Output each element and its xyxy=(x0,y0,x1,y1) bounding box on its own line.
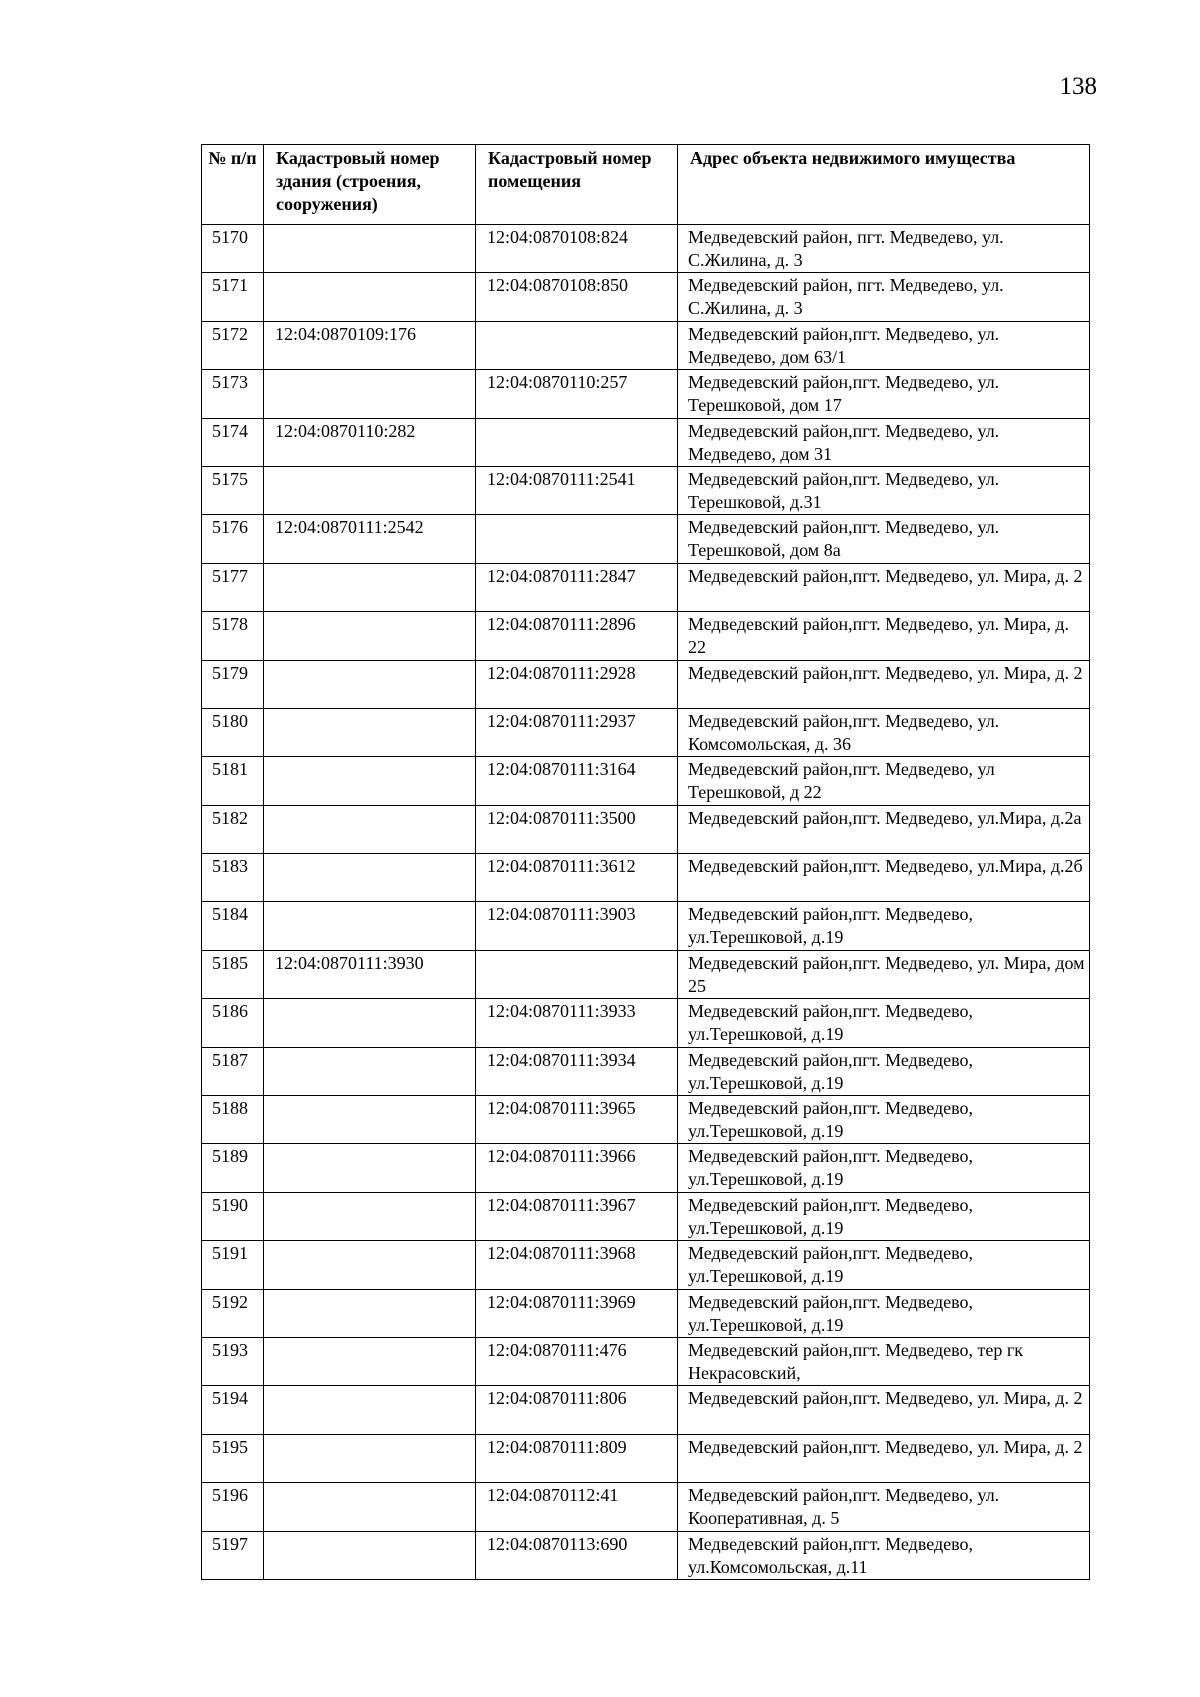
table-row xyxy=(202,273,1090,321)
cell-room-cadastral: 12:04:0870108:850 xyxy=(476,273,678,321)
cell-address: Медведевский район,пгт. Медведево, ул.Терешковой, д.19 xyxy=(678,1289,1090,1337)
cell-address: Медведевский район,пгт. Медведево, ул.Терешковой, д.19 xyxy=(678,1144,1090,1192)
cell-address: Медведевский район,пгт. Медведево, ул.Терешковой, д.19 xyxy=(678,999,1090,1047)
cell-building-cadastral xyxy=(264,370,476,418)
cell-address: Медведевский район,пгт. Медведево, ул.Мира, д.2а xyxy=(678,805,1090,853)
cell-building-cadastral xyxy=(264,466,476,514)
cell-room-cadastral: 12:04:0870111:3966 xyxy=(476,1144,678,1192)
table-row xyxy=(202,1531,1090,1579)
table-row xyxy=(202,757,1090,805)
table-header-row xyxy=(202,145,1090,225)
header-address: Адрес объекта недвижимого имущества xyxy=(678,145,1090,225)
cell-room-cadastral: 12:04:0870108:824 xyxy=(476,225,678,273)
cell-row-number: 5192 xyxy=(202,1289,264,1337)
cell-address: Медведевский район,пгт. Медведево, ул. Мира, д. 22 xyxy=(678,612,1090,660)
cell-address: Медведевский район,пгт. Медведево, ул.Терешковой, д.19 xyxy=(678,902,1090,950)
header-row-number: № п/п xyxy=(202,145,264,225)
cell-room-cadastral: 12:04:0870111:3934 xyxy=(476,1047,678,1095)
cell-room-cadastral: 12:04:0870111:3965 xyxy=(476,1096,678,1144)
cell-building-cadastral xyxy=(264,805,476,853)
cell-row-number: 5193 xyxy=(202,1337,264,1385)
table-row xyxy=(202,1192,1090,1240)
cell-room-cadastral: 12:04:0870111:2847 xyxy=(476,563,678,611)
cell-row-number: 5196 xyxy=(202,1483,264,1531)
cell-row-number: 5188 xyxy=(202,1096,264,1144)
cell-row-number: 5179 xyxy=(202,660,264,708)
table-row xyxy=(202,563,1090,611)
cell-room-cadastral: 12:04:0870111:3969 xyxy=(476,1289,678,1337)
cell-address: Медведевский район,пгт. Медведево, ул.Терешковой, д.19 xyxy=(678,1241,1090,1289)
page-number: 138 xyxy=(1059,73,1097,100)
cell-room-cadastral: 12:04:0870113:690 xyxy=(476,1531,678,1579)
cell-row-number: 5181 xyxy=(202,757,264,805)
cell-address: Медведевский район,пгт. Медведево, ул.Комсомольская, д.11 xyxy=(678,1531,1090,1579)
table-row xyxy=(202,1241,1090,1289)
header-room-cadastral: Кадастровый номер помещения xyxy=(476,145,678,225)
cell-row-number: 5178 xyxy=(202,612,264,660)
table-row xyxy=(202,854,1090,902)
cell-address: Медведевский район,пгт. Медведево, ул. Медведево, дом 63/1 xyxy=(678,321,1090,369)
cell-room-cadastral: 12:04:0870111:3967 xyxy=(476,1192,678,1240)
table-row xyxy=(202,225,1090,273)
cell-address: Медведевский район,пгт. Медведево, ул.Мира, д.2б xyxy=(678,854,1090,902)
table-row xyxy=(202,321,1090,369)
cell-address: Медведевский район,пгт. Медведево, ул. Мира, д. 2 xyxy=(678,1434,1090,1482)
table-row xyxy=(202,805,1090,853)
cell-row-number: 5186 xyxy=(202,999,264,1047)
cell-row-number: 5194 xyxy=(202,1386,264,1434)
table-row xyxy=(202,370,1090,418)
cell-building-cadastral xyxy=(264,1337,476,1385)
cell-room-cadastral: 12:04:0870111:2896 xyxy=(476,612,678,660)
cell-building-cadastral xyxy=(264,999,476,1047)
cell-room-cadastral xyxy=(476,950,678,998)
cell-room-cadastral: 12:04:0870111:3164 xyxy=(476,757,678,805)
cell-building-cadastral xyxy=(264,612,476,660)
cell-address: Медведевский район,пгт. Медведево, ул. Кооперативная, д. 5 xyxy=(678,1483,1090,1531)
cell-room-cadastral: 12:04:0870111:2928 xyxy=(476,660,678,708)
cell-room-cadastral: 12:04:0870111:3933 xyxy=(476,999,678,1047)
cell-building-cadastral: 12:04:0870111:3930 xyxy=(264,950,476,998)
table-row xyxy=(202,515,1090,563)
cell-address: Медведевский район,пгт. Медведево, ул. Терешковой, дом 8а xyxy=(678,515,1090,563)
table-row xyxy=(202,1386,1090,1434)
cell-building-cadastral xyxy=(264,660,476,708)
table-row xyxy=(202,950,1090,998)
cell-room-cadastral: 12:04:0870111:3968 xyxy=(476,1241,678,1289)
cell-room-cadastral xyxy=(476,321,678,369)
table-row xyxy=(202,1144,1090,1192)
cell-building-cadastral xyxy=(264,225,476,273)
cell-room-cadastral: 12:04:0870110:257 xyxy=(476,370,678,418)
cell-room-cadastral: 12:04:0870111:809 xyxy=(476,1434,678,1482)
table-row xyxy=(202,418,1090,466)
cell-room-cadastral: 12:04:0870111:3903 xyxy=(476,902,678,950)
table-row xyxy=(202,902,1090,950)
cell-room-cadastral xyxy=(476,418,678,466)
cell-address: Медведевский район,пгт. Медведево, ул. Медведево, дом 31 xyxy=(678,418,1090,466)
cell-building-cadastral xyxy=(264,757,476,805)
cell-building-cadastral xyxy=(264,563,476,611)
cell-building-cadastral xyxy=(264,1483,476,1531)
cell-address: Медведевский район,пгт. Медведево, ул.Терешковой, д.19 xyxy=(678,1047,1090,1095)
cell-address: Медведевский район,пгт. Медведево, тер гк Некрасовский, xyxy=(678,1337,1090,1385)
cell-address: Медведевский район, пгт. Медведево, ул. С.Жилина, д. 3 xyxy=(678,273,1090,321)
cell-address: Медведевский район,пгт. Медведево, ул.Терешковой, д.19 xyxy=(678,1192,1090,1240)
table-row xyxy=(202,660,1090,708)
table-row xyxy=(202,999,1090,1047)
cell-building-cadastral xyxy=(264,1434,476,1482)
cell-row-number: 5183 xyxy=(202,854,264,902)
cell-room-cadastral: 12:04:0870111:2541 xyxy=(476,466,678,514)
cell-building-cadastral xyxy=(264,854,476,902)
table-row xyxy=(202,1483,1090,1531)
cell-address: Медведевский район,пгт. Медведево, ул. Мира, д. 2 xyxy=(678,660,1090,708)
cell-building-cadastral: 12:04:0870110:282 xyxy=(264,418,476,466)
cell-building-cadastral xyxy=(264,902,476,950)
cell-row-number: 5184 xyxy=(202,902,264,950)
cell-address: Медведевский район,пгт. Медведево, ул. Мира, д. 2 xyxy=(678,1386,1090,1434)
cell-row-number: 5189 xyxy=(202,1144,264,1192)
cell-room-cadastral: 12:04:0870111:3500 xyxy=(476,805,678,853)
cell-room-cadastral xyxy=(476,515,678,563)
cell-row-number: 5195 xyxy=(202,1434,264,1482)
cell-building-cadastral xyxy=(264,1386,476,1434)
property-registry-table xyxy=(201,144,1090,1580)
cell-room-cadastral: 12:04:0870111:2937 xyxy=(476,708,678,756)
table-row xyxy=(202,466,1090,514)
cell-address: Медведевский район,пгт. Медведево, ул. Мира, дом 25 xyxy=(678,950,1090,998)
cell-row-number: 5174 xyxy=(202,418,264,466)
cell-row-number: 5190 xyxy=(202,1192,264,1240)
cell-row-number: 5191 xyxy=(202,1241,264,1289)
cell-row-number: 5171 xyxy=(202,273,264,321)
cell-building-cadastral xyxy=(264,1241,476,1289)
cell-building-cadastral xyxy=(264,1047,476,1095)
cell-building-cadastral xyxy=(264,1289,476,1337)
cell-building-cadastral xyxy=(264,708,476,756)
cell-row-number: 5176 xyxy=(202,515,264,563)
cell-address: Медведевский район, пгт. Медведево, ул. С.Жилина, д. 3 xyxy=(678,225,1090,273)
cell-building-cadastral xyxy=(264,1144,476,1192)
cell-row-number: 5197 xyxy=(202,1531,264,1579)
cell-building-cadastral xyxy=(264,1531,476,1579)
cell-building-cadastral: 12:04:0870109:176 xyxy=(264,321,476,369)
header-building-cadastral: Кадастровый номер здания (строения, сооружения) xyxy=(264,145,476,225)
cell-address: Медведевский район,пгт. Медведево, ул. Мира, д. 2 xyxy=(678,563,1090,611)
cell-address: Медведевский район,пгт. Медведево, ул Терешковой, д 22 xyxy=(678,757,1090,805)
cell-building-cadastral xyxy=(264,1192,476,1240)
table-row xyxy=(202,1289,1090,1337)
table-row xyxy=(202,1337,1090,1385)
cell-building-cadastral: 12:04:0870111:2542 xyxy=(264,515,476,563)
table-row xyxy=(202,708,1090,756)
cell-row-number: 5187 xyxy=(202,1047,264,1095)
cell-row-number: 5173 xyxy=(202,370,264,418)
cell-address: Медведевский район,пгт. Медведево, ул. Терешковой, д.31 xyxy=(678,466,1090,514)
table-row xyxy=(202,1047,1090,1095)
cell-room-cadastral: 12:04:0870112:41 xyxy=(476,1483,678,1531)
cell-room-cadastral: 12:04:0870111:3612 xyxy=(476,854,678,902)
cell-row-number: 5170 xyxy=(202,225,264,273)
cell-building-cadastral xyxy=(264,1096,476,1144)
cell-row-number: 5177 xyxy=(202,563,264,611)
cell-room-cadastral: 12:04:0870111:476 xyxy=(476,1337,678,1385)
cell-address: Медведевский район,пгт. Медведево, ул. Терешковой, дом 17 xyxy=(678,370,1090,418)
cell-address: Медведевский район,пгт. Медведево, ул.Терешковой, д.19 xyxy=(678,1096,1090,1144)
cell-row-number: 5180 xyxy=(202,708,264,756)
table-row xyxy=(202,1096,1090,1144)
cell-address: Медведевский район,пгт. Медведево, ул. Комсомольская, д. 36 xyxy=(678,708,1090,756)
cell-row-number: 5182 xyxy=(202,805,264,853)
cell-room-cadastral: 12:04:0870111:806 xyxy=(476,1386,678,1434)
cell-row-number: 5175 xyxy=(202,466,264,514)
cell-row-number: 5172 xyxy=(202,321,264,369)
table-row xyxy=(202,612,1090,660)
table-row xyxy=(202,1434,1090,1482)
cell-row-number: 5185 xyxy=(202,950,264,998)
cell-building-cadastral xyxy=(264,273,476,321)
